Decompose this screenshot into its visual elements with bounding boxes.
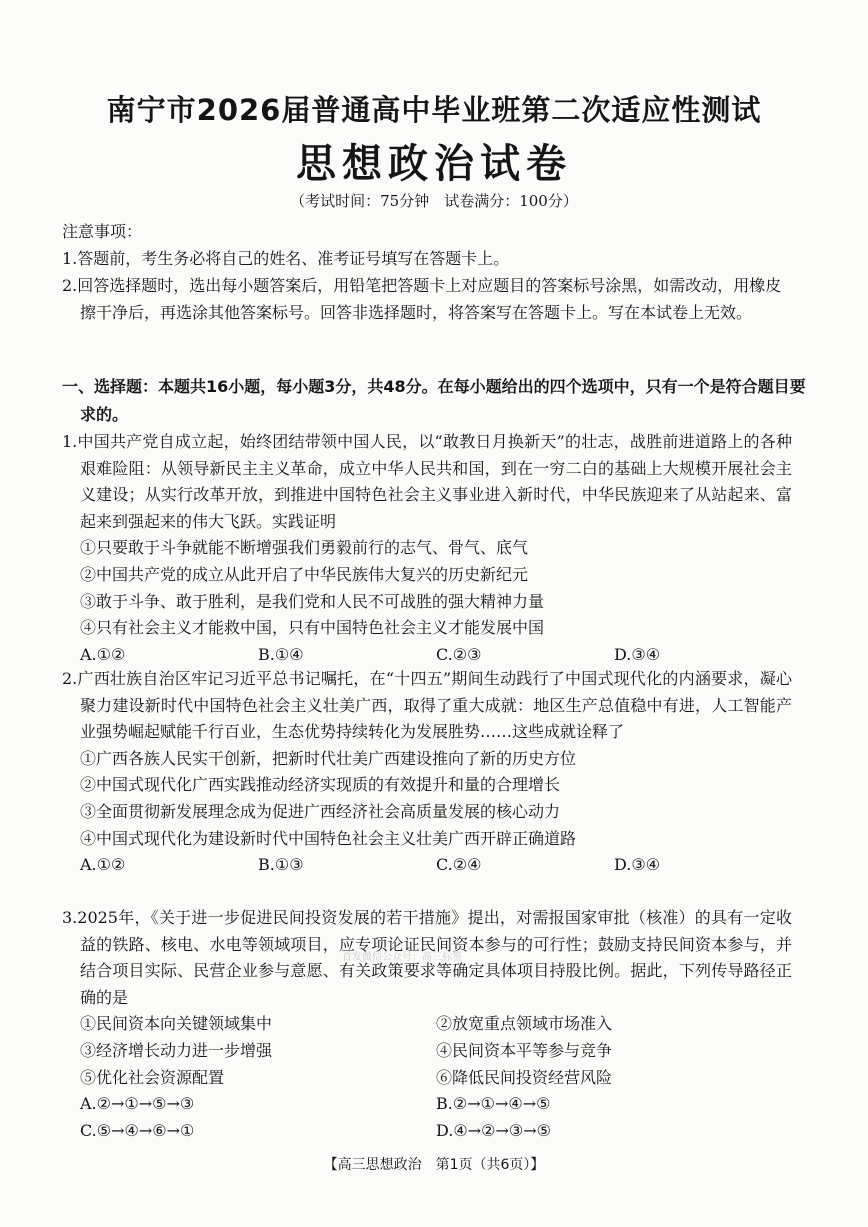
choice-b: B.①③ [258,855,304,875]
choice-a: A.②→①→⑤→③ [80,1094,195,1114]
answer-choices [62,852,792,879]
choice-c: C.②③ [436,644,482,664]
statement: ②中国式现代化广西实践推动经济实现质的有效提升和量的合理增长 [80,775,561,795]
statement: ②放宽重点领域市场准入 [436,1014,613,1034]
page-footer: 【高三思想政治 第1页（共6页）】 [323,1157,545,1173]
choice-d: D.④→②→③→⑤ [436,1120,551,1140]
statement: ③经济增长动力进一步增强 [80,1040,273,1060]
choice-a: A.①② [80,644,126,664]
statement: ⑥降低民间投资经营风险 [436,1067,613,1087]
statement: ①只要敢于斗争就能不断增强我们勇毅前行的志气、骨气、底气 [80,538,529,558]
statement: ④中国式现代化为建设新时代中国特色社会主义壮美广西开辟正确道路 [80,828,577,848]
notice-block [62,218,792,326]
section-heading: 一、选择题：本题共16小题，每小题3分，共48分。在每小题给出的四个选项中，只有一个是符合题目要求的。 [62,377,806,424]
statement-grid [62,1011,792,1091]
statement: ④民间资本平等参与竞争 [436,1040,613,1060]
statement: ③全面贯彻新发展理念成为促进广西经济社会高质量发展的核心动力 [80,801,561,821]
choice-d: D.③④ [614,644,661,664]
subject-title: 思想政治试卷 [296,141,572,187]
statement: ①广西各族人民实干创新，把新时代壮美广西建设推向了新的历史方位 [80,748,577,768]
statement: ①民间资本向关键领域集中 [80,1014,273,1034]
notice-item: 2.回答选择题时，选出每小题答案后，用铅笔把答题卡上对应题目的答案标号涂黑，如需改动，用橡皮擦干净后，再选涂其他答案标号。回答非选择题时，将答案写在答题卡上。写在本试卷上无效。 [62,276,782,322]
choice-b: B.②→①→④→⑤ [436,1094,551,1114]
statement: ⑤优化社会资源配置 [80,1067,225,1087]
choice-d: D.③④ [614,855,661,875]
statement: ③敢于斗争、敢于胜利，是我们党和人民不可战胜的强大精神力量 [80,591,545,611]
answer-choices [62,642,792,669]
question-stem: 2.广西壮族自治区牢记习近平总书记嘱托，在“十四五”期间生动践行了中国式现代化的内涵要求，凝心聚力建设新时代中国特色社会主义壮美广西，取得了重大成就：地区生产总值稳中有进，人工智能产业强势崛起赋能千行百业，生态优势持续转化为发展胜势……这些成就诠释了 [62,669,792,742]
exam-info: （考试时间：75分钟 试卷满分：100分） [290,192,578,210]
statement: ④只有社会主义才能救中国，只有中国特色社会主义才能发展中国 [80,618,545,638]
choice-a: A.①② [80,855,126,875]
exam-title: 南宁市2026届普通高中毕业班第二次适应性测试 [106,93,762,127]
question-1 [62,429,792,668]
question-2 [62,666,792,879]
choice-b: B.①④ [258,644,304,664]
answer-choices [62,1091,792,1144]
choice-c: C.⑤→④→⑥→① [80,1120,195,1140]
watermark: 首发微信公众号：高三标签 [342,952,462,963]
statement: ②中国共产党的成立从此开启了中华民族伟大复兴的历史新纪元 [80,564,529,584]
choice-c: C.②④ [436,855,482,875]
question-stem: 1.中国共产党自成立起，始终团结带领中国人民，以“敢教日月换新天”的壮志，战胜前进道路上的各种艰难险阻：从领导新民主主义革命，成立中华人民共和国，到在一穷二白的基础上大规模开展社会主义建设；从实行改革开放，到推进中国特色社会主义事业进入新时代，中华民族迎来了从站起来、富起来到强起来的伟大飞跃。实践证明 [62,432,792,531]
question-3 [62,905,792,1144]
notice-heading: 注意事项： [62,222,143,241]
question-stem: 3.2025年，《关于进一步促进民间投资发展的若干措施》提出，对需报国家审批（核准）的具有一定收益的铁路、核电、水电等领域项目，应专项论证民间资本参与的可行性；鼓励支持民间资本参与，并结合项目实际、民营企业参与意愿、有关政策要求等确定具体项目持股比例。据此，下列传导路径正确的是 [62,908,792,1007]
notice-item: 1.答题前，考生务必将自己的姓名、准考证号填写在答题卡上。 [62,249,510,268]
